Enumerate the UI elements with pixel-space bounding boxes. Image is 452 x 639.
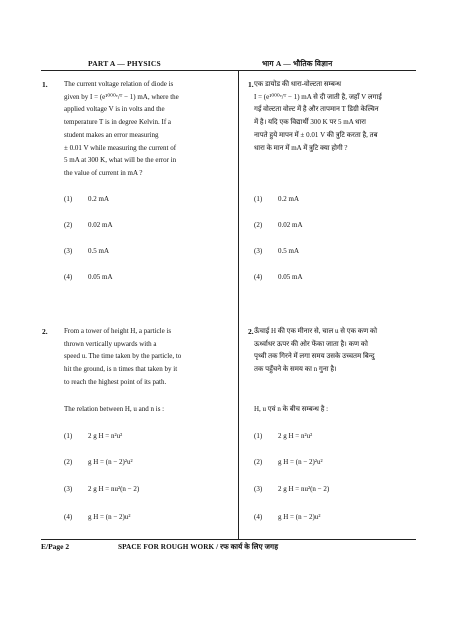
question-text-line: student makes an error measuring — [64, 130, 159, 139]
question-text-line: गई वोल्टता वोल्ट में है और तापमान T डिग्री केल्विन — [254, 105, 379, 114]
question-text-line: From a tower of height H, a particle is — [64, 327, 172, 335]
q2-option-2-en: (2) g H = (n − 2)²u² — [64, 458, 133, 466]
question-text-line: एक डायोड की धारा-वोल्टता सम्बन्ध — [254, 80, 342, 88]
question-text-line: given by I = (e¹⁰⁰⁰ᵛ/ᵀ − 1) mA, where the — [64, 92, 179, 101]
question-text-line: 5 mA at 300 K, what will be the error in — [64, 156, 177, 165]
header-rule — [41, 70, 416, 71]
question-text-line: ऊर्ध्वाधर ऊपर की ओर फेंका जाता है। कण को — [254, 339, 368, 348]
q1-option-2-hi: (2) 0.02 mA — [254, 221, 303, 229]
question-text-line: I = (e¹⁰⁰⁰ᵛ/ᵀ − 1) mA से दी जाती है, जहाँ V लगाई — [254, 92, 382, 101]
question-2-text-en — [64, 325, 228, 389]
q2-option-4-en: (4) g H = (n − 2)u² — [64, 513, 131, 521]
question-2-number-hi: 2. — [248, 327, 254, 336]
question-text-line: hit the ground, is n times that taken by it — [64, 365, 178, 374]
q2-option-3-hi: (3) 2 g H = nu²(n − 2) — [254, 485, 330, 493]
q2-option-1-en: (1) 2 g H = n²u² — [64, 432, 123, 440]
question-text-line: में है। यदि एक विद्यार्थी 300 K पर 5 mA धारा — [254, 118, 366, 127]
question-2-number-en: 2. — [42, 327, 48, 336]
question-2-relation-hi: H, u एवं n के बीच सम्बन्ध है : — [254, 405, 329, 413]
question-1-text-hi — [254, 78, 418, 154]
q1-option-4-hi: (4) 0.05 mA — [254, 273, 303, 281]
q2-option-4-hi: (4) g H = (n − 2)u² — [254, 513, 321, 521]
q2-option-2-hi: (2) g H = (n − 2)²u² — [254, 458, 323, 466]
section-header-hindi: भाग A — भौतिक विज्ञान — [262, 59, 333, 68]
q2-option-1-hi: (1) 2 g H = n²u² — [254, 432, 313, 440]
question-text-line: the value of current in mA ? — [64, 168, 143, 177]
question-text-line: ऊँचाई H की एक मीनार से, चाल u से एक कण को — [254, 327, 378, 335]
question-text-line: तक पहुँचने के समय का n गुना है। — [254, 365, 337, 374]
question-2-relation-en: The relation between H, u and n is : — [64, 405, 165, 413]
q1-option-3-en: (3) 0.5 mA — [64, 247, 109, 255]
question-1-number-hi: 1. — [248, 80, 254, 89]
footer-rule — [41, 539, 416, 540]
q1-option-1-en: (1) 0.2 mA — [64, 195, 109, 203]
q1-option-1-hi: (1) 0.2 mA — [254, 195, 299, 203]
question-text-line: पृथ्वी तक गिरने में लगा समय उसके उच्चतम बिन्दु — [254, 352, 375, 361]
column-divider — [238, 70, 239, 539]
question-text-line: applied voltage V is in volts and the — [64, 105, 165, 114]
q2-option-3-en: (3) 2 g H = nu²(n − 2) — [64, 485, 140, 493]
rough-work-label: SPACE FOR ROUGH WORK / रफ कार्य के लिए जगह — [118, 543, 279, 551]
section-header-english: PART A — PHYSICS — [88, 59, 161, 68]
question-1-number-en: 1. — [42, 80, 48, 89]
page-label: E/Page 2 — [41, 542, 70, 551]
q1-option-2-en: (2) 0.02 mA — [64, 221, 113, 229]
question-text-line: The current voltage relation of diode is — [64, 80, 174, 88]
question-1-text-en — [64, 78, 228, 180]
question-text-line: धारा के मान में mA में त्रुटि क्या होगी ? — [254, 143, 348, 152]
question-text-line: thrown vertically upwards with a — [64, 339, 157, 348]
question-text-line: temperature T is in degree Kelvin. If a — [64, 118, 172, 127]
question-2-text-hi — [254, 325, 418, 376]
q1-option-4-en: (4) 0.05 mA — [64, 273, 113, 281]
question-text-line: to reach the highest point of its path. — [64, 377, 167, 386]
q1-option-3-hi: (3) 0.5 mA — [254, 247, 299, 255]
question-text-line: नापते हुये मापन में ± 0.01 V की त्रुटि करता है, तब — [254, 130, 378, 139]
question-text-line: speed u. The time taken by the particle, to — [64, 352, 182, 361]
question-text-line: ± 0.01 V while measuring the current of — [64, 143, 177, 152]
